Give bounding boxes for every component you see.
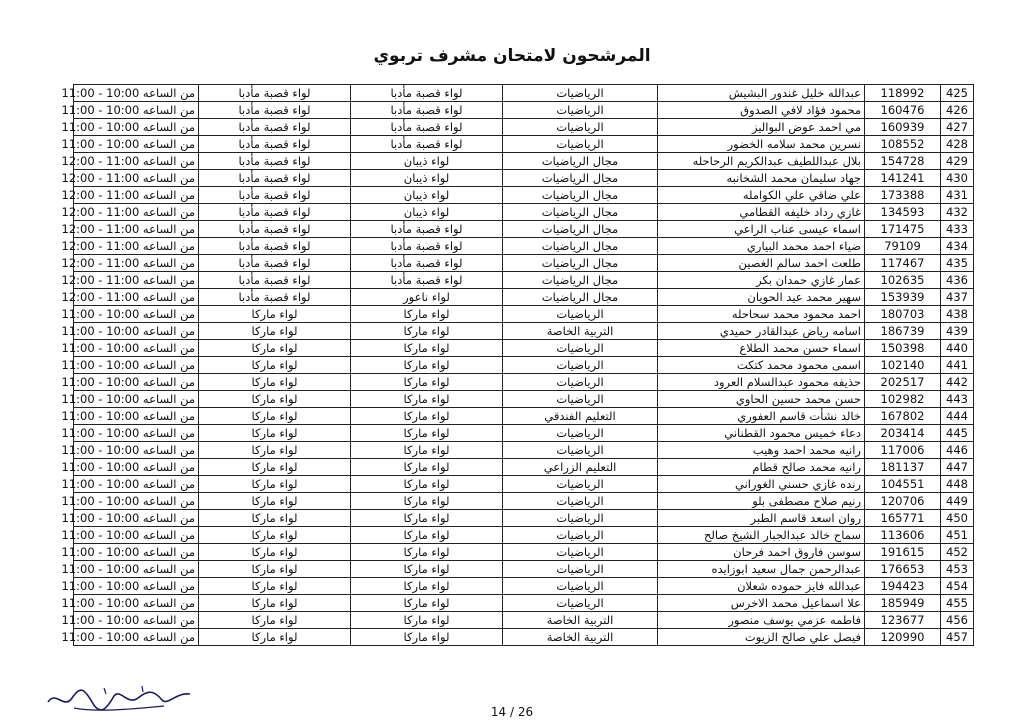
directorate-cell: لواء ماركا xyxy=(351,306,503,323)
exam-site-cell: لواء ماركا xyxy=(199,595,351,612)
directorate-cell: لواء ماركا xyxy=(351,374,503,391)
candidate-id-cell: 173388 xyxy=(865,187,941,204)
exam-site-cell: لواء ماركا xyxy=(199,357,351,374)
table-row xyxy=(74,493,974,510)
specialization-cell: الرياضيات xyxy=(503,561,658,578)
candidate-name-cell: علا اسماعيل محمد الاخرس xyxy=(658,595,865,612)
exam-time-cell: من الساعه 10:00 - 11:00 xyxy=(74,442,199,459)
directorate-cell: لواء ناعور xyxy=(351,289,503,306)
exam-time-cell: من الساعه 11:00 - 12:00 xyxy=(74,170,199,187)
directorate-cell: لواء ماركا xyxy=(351,612,503,629)
exam-site-cell: لواء ماركا xyxy=(199,340,351,357)
directorate-cell: لواء ذيبان xyxy=(351,153,503,170)
exam-time-cell: من الساعه 10:00 - 11:00 xyxy=(74,323,199,340)
candidates-table-body xyxy=(61,85,974,646)
table-row xyxy=(74,323,974,340)
directorate-cell: لواء ماركا xyxy=(351,476,503,493)
table-row xyxy=(74,119,974,136)
candidate-name-cell: غازي رداد خليفه القطامي xyxy=(658,204,865,221)
row-number-cell: 451 xyxy=(941,527,974,544)
table-row xyxy=(74,561,974,578)
exam-site-cell: لواء قصبة مأدبا xyxy=(199,255,351,272)
candidate-id-cell: 117467 xyxy=(865,255,941,272)
exam-time-cell: من الساعه 10:00 - 11:00 xyxy=(74,85,199,102)
exam-site-cell: لواء ماركا xyxy=(199,374,351,391)
table-row xyxy=(74,255,974,272)
directorate-cell: لواء ذيبان xyxy=(351,187,503,204)
table-row xyxy=(74,306,974,323)
specialization-cell: الرياضيات xyxy=(503,510,658,527)
candidate-name-cell: سماح خالد عبدالجبار الشيخ صالح xyxy=(658,527,865,544)
row-number-cell: 441 xyxy=(941,357,974,374)
exam-site-cell: لواء ماركا xyxy=(199,629,351,646)
table-row xyxy=(74,629,974,646)
directorate-cell: لواء ماركا xyxy=(351,357,503,374)
row-number-cell: 450 xyxy=(941,510,974,527)
candidate-id-cell: 154728 xyxy=(865,153,941,170)
candidate-id-cell: 120990 xyxy=(865,629,941,646)
exam-time-cell: من الساعه 10:00 - 11:00 xyxy=(74,136,199,153)
exam-time-cell: من الساعه 10:00 - 11:00 xyxy=(74,408,199,425)
specialization-cell: مجال الرياضيات xyxy=(503,289,658,306)
candidate-name-cell: عبدالله خليل غندور البشيش xyxy=(658,85,865,102)
directorate-cell: لواء قصبة مأدبا xyxy=(351,119,503,136)
exam-time-cell: من الساعه 10:00 - 11:00 xyxy=(74,102,199,119)
table-row xyxy=(74,238,974,255)
exam-time-cell: من الساعه 10:00 - 11:00 xyxy=(74,527,199,544)
candidate-id-cell: 118992 xyxy=(865,85,941,102)
candidate-name-cell: اسماء عيسى عناب الراعي xyxy=(658,221,865,238)
specialization-cell: الرياضيات xyxy=(503,595,658,612)
table-row xyxy=(74,153,974,170)
exam-site-cell: لواء ماركا xyxy=(199,408,351,425)
candidate-name-cell: مي احمد عوض البواليز xyxy=(658,119,865,136)
specialization-cell: التعليم الزراعي xyxy=(503,459,658,476)
specialization-cell: مجال الرياضيات xyxy=(503,272,658,289)
exam-site-cell: لواء ماركا xyxy=(199,442,351,459)
exam-site-cell: لواء ماركا xyxy=(199,391,351,408)
candidate-id-cell: 202517 xyxy=(865,374,941,391)
exam-time-cell: من الساعه 11:00 - 12:00 xyxy=(74,238,199,255)
exam-site-cell: لواء قصبة مأدبا xyxy=(199,153,351,170)
specialization-cell: الرياضيات xyxy=(503,578,658,595)
specialization-cell: الرياضيات xyxy=(503,493,658,510)
candidate-id-cell: 108552 xyxy=(865,136,941,153)
exam-time-cell: من الساعه 10:00 - 11:00 xyxy=(74,612,199,629)
candidate-id-cell: 176653 xyxy=(865,561,941,578)
candidate-id-cell: 167802 xyxy=(865,408,941,425)
row-number-cell: 434 xyxy=(941,238,974,255)
exam-site-cell: لواء ماركا xyxy=(199,510,351,527)
candidate-name-cell: رنيم صلاح مصطفى بلو xyxy=(658,493,865,510)
candidate-name-cell: رنده غازي حسني الغوراني xyxy=(658,476,865,493)
row-number-cell: 437 xyxy=(941,289,974,306)
specialization-cell: التعليم الفندقي xyxy=(503,408,658,425)
directorate-cell: لواء ذيبان xyxy=(351,204,503,221)
row-number-cell: 455 xyxy=(941,595,974,612)
row-number-cell: 453 xyxy=(941,561,974,578)
candidate-name-cell: نسرين محمد سلامه الخضور xyxy=(658,136,865,153)
candidate-name-cell: روان اسعد قاسم الطبر xyxy=(658,510,865,527)
directorate-cell: لواء قصبة مأدبا xyxy=(351,238,503,255)
row-number-cell: 430 xyxy=(941,170,974,187)
table-row xyxy=(74,544,974,561)
exam-time-cell: من الساعه 11:00 - 12:00 xyxy=(74,255,199,272)
exam-site-cell: لواء قصبة مأدبا xyxy=(199,204,351,221)
exam-time-cell: من الساعه 10:00 - 11:00 xyxy=(74,561,199,578)
specialization-cell: الرياضيات xyxy=(503,425,658,442)
directorate-cell: لواء ماركا xyxy=(351,340,503,357)
row-number-cell: 442 xyxy=(941,374,974,391)
exam-site-cell: لواء قصبة مأدبا xyxy=(199,170,351,187)
exam-time-cell: من الساعه 10:00 - 11:00 xyxy=(74,493,199,510)
table-row xyxy=(74,85,974,102)
candidate-id-cell: 171475 xyxy=(865,221,941,238)
candidate-id-cell: 150398 xyxy=(865,340,941,357)
candidate-name-cell: اسمى محمود محمد كتكت xyxy=(658,357,865,374)
candidate-name-cell: عبدالرحمن جمال سعيد ابوزايده xyxy=(658,561,865,578)
page-title: المرشحون لامتحان مشرف تربوي xyxy=(373,46,651,66)
candidate-name-cell: فيصل علي صالح الزيوت xyxy=(658,629,865,646)
candidate-id-cell: 113606 xyxy=(865,527,941,544)
row-number-cell: 439 xyxy=(941,323,974,340)
candidate-name-cell: جهاد سليمان محمد الشخانبه xyxy=(658,170,865,187)
candidate-id-cell: 165771 xyxy=(865,510,941,527)
candidate-name-cell: سوسن فاروق احمد فرحان xyxy=(658,544,865,561)
exam-site-cell: لواء ماركا xyxy=(199,459,351,476)
specialization-cell: مجال الرياضيات xyxy=(503,221,658,238)
specialization-cell: الرياضيات xyxy=(503,476,658,493)
row-number-cell: 433 xyxy=(941,221,974,238)
exam-site-cell: لواء ماركا xyxy=(199,306,351,323)
row-number-cell: 427 xyxy=(941,119,974,136)
candidate-id-cell: 185949 xyxy=(865,595,941,612)
candidate-name-cell: رانيه محمد صالح قطام xyxy=(658,459,865,476)
exam-time-cell: من الساعه 10:00 - 11:00 xyxy=(74,357,199,374)
specialization-cell: مجال الرياضيات xyxy=(503,170,658,187)
candidate-id-cell: 102140 xyxy=(865,357,941,374)
exam-time-cell: من الساعه 10:00 - 11:00 xyxy=(74,119,199,136)
candidate-name-cell: دعاء خميس محمود القطناني xyxy=(658,425,865,442)
candidate-name-cell: بلال عبداللطيف عبدالكريم الرحاحله xyxy=(658,153,865,170)
candidate-id-cell: 117006 xyxy=(865,442,941,459)
exam-time-cell: من الساعه 10:00 - 11:00 xyxy=(74,340,199,357)
row-number-cell: 443 xyxy=(941,391,974,408)
exam-site-cell: لواء ماركا xyxy=(199,425,351,442)
specialization-cell: التربية الخاصة xyxy=(503,612,658,629)
candidate-name-cell: عبدالله فايز حموده شعلان xyxy=(658,578,865,595)
directorate-cell: لواء ماركا xyxy=(351,578,503,595)
candidate-id-cell: 186739 xyxy=(865,323,941,340)
exam-time-cell: من الساعه 10:00 - 11:00 xyxy=(74,476,199,493)
exam-site-cell: لواء ماركا xyxy=(199,476,351,493)
table-row xyxy=(74,476,974,493)
candidate-id-cell: 194423 xyxy=(865,578,941,595)
exam-time-cell: من الساعه 10:00 - 11:00 xyxy=(74,595,199,612)
row-number-cell: 444 xyxy=(941,408,974,425)
specialization-cell: الرياضيات xyxy=(503,340,658,357)
specialization-cell: الرياضيات xyxy=(503,374,658,391)
specialization-cell: التربية الخاصة xyxy=(503,323,658,340)
table-row xyxy=(74,136,974,153)
exam-site-cell: لواء ماركا xyxy=(199,612,351,629)
table-row xyxy=(74,204,974,221)
candidate-id-cell: 104551 xyxy=(865,476,941,493)
exam-time-cell: من الساعه 11:00 - 12:00 xyxy=(74,221,199,238)
exam-site-cell: لواء ماركا xyxy=(199,323,351,340)
specialization-cell: مجال الرياضيات xyxy=(503,255,658,272)
row-number-cell: 454 xyxy=(941,578,974,595)
table-row xyxy=(74,459,974,476)
row-number-cell: 426 xyxy=(941,102,974,119)
candidate-id-cell: 153939 xyxy=(865,289,941,306)
directorate-cell: لواء ماركا xyxy=(351,510,503,527)
row-number-cell: 440 xyxy=(941,340,974,357)
candidate-id-cell: 123677 xyxy=(865,612,941,629)
exam-time-cell: من الساعه 10:00 - 11:00 xyxy=(74,544,199,561)
directorate-cell: لواء ماركا xyxy=(351,391,503,408)
exam-site-cell: لواء قصبة مأدبا xyxy=(199,102,351,119)
row-number-cell: 436 xyxy=(941,272,974,289)
candidates-table xyxy=(61,84,974,646)
row-number-cell: 425 xyxy=(941,85,974,102)
table-row xyxy=(74,170,974,187)
directorate-cell: لواء ماركا xyxy=(351,527,503,544)
row-number-cell: 457 xyxy=(941,629,974,646)
exam-time-cell: من الساعه 11:00 - 12:00 xyxy=(74,289,199,306)
candidate-name-cell: حسن محمد حسين الحاوي xyxy=(658,391,865,408)
candidate-name-cell: احمد محمود محمد سحاحله xyxy=(658,306,865,323)
row-number-cell: 449 xyxy=(941,493,974,510)
exam-site-cell: لواء قصبة مأدبا xyxy=(199,136,351,153)
table-row xyxy=(74,442,974,459)
candidate-id-cell: 79109 xyxy=(865,238,941,255)
table-row xyxy=(74,340,974,357)
candidate-name-cell: عمار غازي حمدان بكر xyxy=(658,272,865,289)
directorate-cell: لواء قصبة مأدبا xyxy=(351,136,503,153)
table-row xyxy=(74,612,974,629)
exam-site-cell: لواء ماركا xyxy=(199,527,351,544)
candidate-id-cell: 120706 xyxy=(865,493,941,510)
table-row xyxy=(74,425,974,442)
directorate-cell: لواء ماركا xyxy=(351,425,503,442)
exam-time-cell: من الساعه 11:00 - 12:00 xyxy=(74,153,199,170)
candidate-name-cell: اسامه رياض عبدالقادر حميدي xyxy=(658,323,865,340)
candidate-name-cell: خالد نشأت قاسم العفوري xyxy=(658,408,865,425)
exam-site-cell: لواء ماركا xyxy=(199,561,351,578)
row-number-cell: 429 xyxy=(941,153,974,170)
directorate-cell: لواء ماركا xyxy=(351,544,503,561)
candidate-name-cell: حذيفه محمود عبدالسلام العرود xyxy=(658,374,865,391)
candidate-id-cell: 203414 xyxy=(865,425,941,442)
exam-time-cell: من الساعه 10:00 - 11:00 xyxy=(74,374,199,391)
exam-site-cell: لواء ماركا xyxy=(199,544,351,561)
row-number-cell: 448 xyxy=(941,476,974,493)
table-row xyxy=(74,102,974,119)
exam-site-cell: لواء قصبة مأدبا xyxy=(199,187,351,204)
directorate-cell: لواء ماركا xyxy=(351,408,503,425)
specialization-cell: الرياضيات xyxy=(503,527,658,544)
candidate-name-cell: سهير محمد عيد الحويان xyxy=(658,289,865,306)
directorate-cell: لواء قصبة مأدبا xyxy=(351,221,503,238)
directorate-cell: لواء ماركا xyxy=(351,595,503,612)
candidate-id-cell: 102982 xyxy=(865,391,941,408)
exam-site-cell: لواء قصبة مأدبا xyxy=(199,238,351,255)
row-number-cell: 452 xyxy=(941,544,974,561)
row-number-cell: 432 xyxy=(941,204,974,221)
specialization-cell: الرياضيات xyxy=(503,136,658,153)
candidate-name-cell: ضياء احمد محمد البياري xyxy=(658,238,865,255)
candidate-id-cell: 181137 xyxy=(865,459,941,476)
specialization-cell: مجال الرياضيات xyxy=(503,187,658,204)
exam-time-cell: من الساعه 11:00 - 12:00 xyxy=(74,272,199,289)
table-row xyxy=(74,187,974,204)
directorate-cell: لواء ماركا xyxy=(351,493,503,510)
specialization-cell: الرياضيات xyxy=(503,544,658,561)
exam-time-cell: من الساعه 10:00 - 11:00 xyxy=(74,578,199,595)
directorate-cell: لواء ماركا xyxy=(351,459,503,476)
directorate-cell: لواء ماركا xyxy=(351,629,503,646)
exam-site-cell: لواء ماركا xyxy=(199,578,351,595)
exam-time-cell: من الساعه 10:00 - 11:00 xyxy=(74,306,199,323)
specialization-cell: مجال الرياضيات xyxy=(503,153,658,170)
directorate-cell: لواء قصبة مأدبا xyxy=(351,85,503,102)
specialization-cell: مجال الرياضيات xyxy=(503,204,658,221)
page-number: 14 / 26 xyxy=(490,705,534,719)
table-row xyxy=(74,357,974,374)
specialization-cell: التربية الخاصة xyxy=(503,629,658,646)
exam-time-cell: من الساعه 10:00 - 11:00 xyxy=(74,459,199,476)
row-number-cell: 438 xyxy=(941,306,974,323)
directorate-cell: لواء قصبة مأدبا xyxy=(351,272,503,289)
table-row xyxy=(74,391,974,408)
exam-time-cell: من الساعه 10:00 - 11:00 xyxy=(74,391,199,408)
exam-time-cell: من الساعه 10:00 - 11:00 xyxy=(74,425,199,442)
table-row xyxy=(74,408,974,425)
candidate-name-cell: علي ضاقي علي الكوامله xyxy=(658,187,865,204)
specialization-cell: الرياضيات xyxy=(503,391,658,408)
candidate-name-cell: اسماء حسن محمد الطلاع xyxy=(658,340,865,357)
candidate-id-cell: 160476 xyxy=(865,102,941,119)
row-number-cell: 447 xyxy=(941,459,974,476)
row-number-cell: 456 xyxy=(941,612,974,629)
candidate-name-cell: محمود فؤاد لافي الصدوق xyxy=(658,102,865,119)
specialization-cell: الرياضيات xyxy=(503,102,658,119)
exam-time-cell: من الساعه 11:00 - 12:00 xyxy=(74,204,199,221)
directorate-cell: لواء ذيبان xyxy=(351,170,503,187)
candidate-id-cell: 180703 xyxy=(865,306,941,323)
table-row xyxy=(74,527,974,544)
specialization-cell: الرياضيات xyxy=(503,306,658,323)
specialization-cell: الرياضيات xyxy=(503,357,658,374)
candidate-name-cell: طلعت احمد سالم الغصين xyxy=(658,255,865,272)
exam-site-cell: لواء قصبة مأدبا xyxy=(199,289,351,306)
candidate-id-cell: 160939 xyxy=(865,119,941,136)
row-number-cell: 445 xyxy=(941,425,974,442)
directorate-cell: لواء قصبة مأدبا xyxy=(351,255,503,272)
row-number-cell: 435 xyxy=(941,255,974,272)
exam-site-cell: لواء قصبة مأدبا xyxy=(199,119,351,136)
table-row xyxy=(74,510,974,527)
candidate-id-cell: 191615 xyxy=(865,544,941,561)
table-row xyxy=(74,374,974,391)
candidate-name-cell: رانيه محمد احمد وهيب xyxy=(658,442,865,459)
table-row xyxy=(74,595,974,612)
exam-time-cell: من الساعه 11:00 - 12:00 xyxy=(74,187,199,204)
exam-site-cell: لواء قصبة مأدبا xyxy=(199,221,351,238)
table-row xyxy=(74,578,974,595)
directorate-cell: لواء ماركا xyxy=(351,323,503,340)
exam-time-cell: من الساعه 10:00 - 11:00 xyxy=(74,629,199,646)
directorate-cell: لواء ماركا xyxy=(351,442,503,459)
exam-site-cell: لواء قصبة مأدبا xyxy=(199,85,351,102)
row-number-cell: 431 xyxy=(941,187,974,204)
candidate-id-cell: 134593 xyxy=(865,204,941,221)
specialization-cell: مجال الرياضيات xyxy=(503,238,658,255)
table-row xyxy=(74,272,974,289)
table-row xyxy=(74,289,974,306)
specialization-cell: الرياضيات xyxy=(503,442,658,459)
exam-site-cell: لواء قصبة مأدبا xyxy=(199,272,351,289)
row-number-cell: 446 xyxy=(941,442,974,459)
table-row xyxy=(74,221,974,238)
candidate-name-cell: فاطمه عزمي يوسف منصور xyxy=(658,612,865,629)
directorate-cell: لواء قصبة مأدبا xyxy=(351,102,503,119)
exam-site-cell: لواء ماركا xyxy=(199,493,351,510)
row-number-cell: 428 xyxy=(941,136,974,153)
specialization-cell: الرياضيات xyxy=(503,119,658,136)
candidate-id-cell: 141241 xyxy=(865,170,941,187)
directorate-cell: لواء ماركا xyxy=(351,561,503,578)
candidate-id-cell: 102635 xyxy=(865,272,941,289)
exam-time-cell: من الساعه 10:00 - 11:00 xyxy=(74,510,199,527)
specialization-cell: الرياضيات xyxy=(503,85,658,102)
